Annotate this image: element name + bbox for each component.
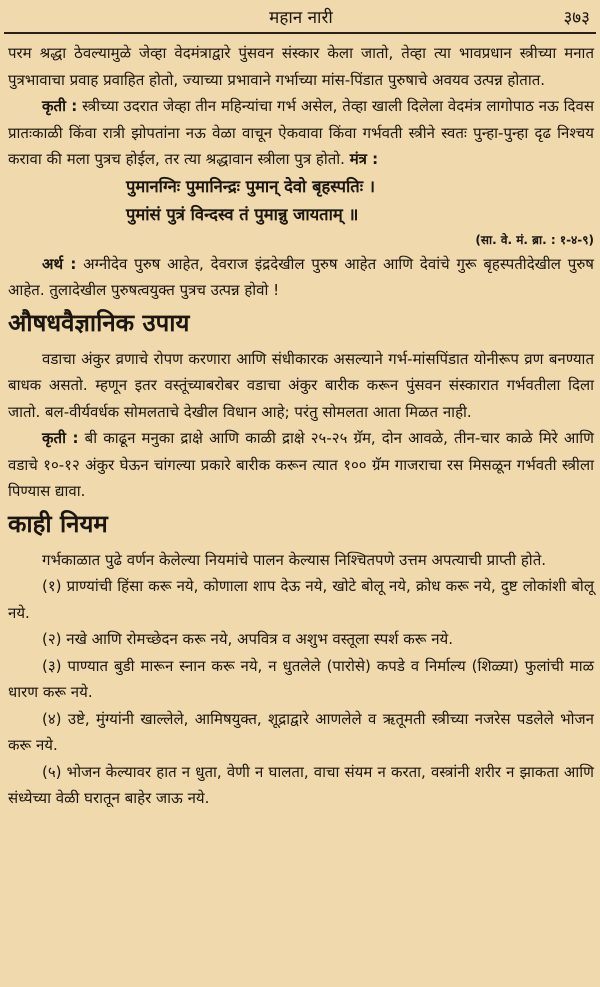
rule-item-3: (३) पाण्यात बुडी मारून स्नान करू नये, न धुतलेले (पारोसे) कपडे व निर्माल्य (शिळ्या) फुलांची माळ धारण करू नये. — [8, 656, 594, 701]
mantra-label: मंत्र : — [349, 150, 379, 168]
rule-item-5: (५) भोजन केल्यावर हात न धुता, वेणी न घालता, वाचा संयम न करता, वस्त्रांनी शरीर न झाकता आणि संध्येच्या वेळी घरातून बाहेर जाऊ नये. — [8, 762, 594, 807]
kriti-text: स्त्रीच्या उदरात जेव्हा तीन महिन्यांचा गर्भ असेल, तेव्हा खाली दिलेला वेदमंत्र लागोपाठ नऊ दिवस प्रातःकाळी किंवा रात्री झोपतांना नऊ वेळा वाचून ऐकवावा किंवा गर्भवती स्त्रीने स्वतः पुन्हा-पुन्हा दृढ निश्चय करावा की मला पुत्रच होईल, तर त्या श्रद्धावान स्त्रीला पुत्र होतो. — [8, 97, 594, 168]
header-rule — [4, 32, 596, 34]
paragraph-intro: परम श्रद्धा ठेवल्यामुळे जेव्हा वेदमंत्राद्वारे पुंसवन संस्कार केला जातो, तेव्हा त्या भावप्रधान स्त्रीच्या मनात पुत्रभावाचा प्रवाह प्रवाहित होतो, ज्याच्या प्रभावाने गर्भाच्या मांस-पिंडात पुरुषाचे अवयव उत्पन्न होतात. — [8, 44, 594, 89]
page-body — [8, 40, 594, 812]
section-heading-remedy: औषधवैज्ञानिक उपाय — [8, 308, 190, 337]
kriti-label: कृती : — [42, 97, 78, 115]
rule-item-4: (४) उष्टे, मुंग्यांनी खाल्लेले, आमिषयुक्त, शूद्राद्वारे आणलेले व ऋतूमती स्त्रीच्या नजरेस पडलेले भोजन करू नये. — [8, 709, 594, 754]
artha-label: अर्थ : — [42, 254, 77, 273]
paragraph-kriti-2 — [8, 425, 594, 505]
section-heading-rules: काही नियम — [8, 509, 108, 538]
artha-text: अग्नीदेव पुरुष आहेत, देवराज इंद्रदेखील पुरुष आहेत आणि देवांचे गुरू बृहस्पतीदेखील पुरुष आहेत. तुलादेखील पुरुषत्वयुक्त पुत्रच उत्पन्न होवो ! — [8, 254, 594, 299]
paragraph-kriti — [8, 93, 594, 173]
paragraph-remedy: वडाचा अंकुर व्रणाचे रोपण करणारा आणि संधीकारक असल्याने गर्भ-मांसपिंडात योनीरूप व्रण बनण्यात बाधक असतो. म्हणून इतर वस्तूंच्याबरोबर वडाचा अंकुर बारीक करून पुंसवन संस्कारात गर्भवतीला दिला जातो. बल-वीर्यवर्धक सोमलताचे देखील विधान आहे; परंतु सोमलता आता मिळत नाही. — [8, 349, 594, 421]
page-number: ३७३ — [563, 8, 590, 28]
paragraph-artha — [8, 251, 594, 304]
rule-item-1: (१) प्राण्यांची हिंसा करू नये, कोणाला शाप देऊ नये, खोटे बोलू नये, क्रोध करू नये, दुष्ट लोकांशी बोलू नये. — [8, 577, 594, 622]
mantra-line-2: पुमांसं पुत्रं विन्दस्व तं पुमान्नु जायताम् ॥ — [126, 204, 359, 224]
kriti-label-2: कृती : — [42, 429, 79, 447]
running-title: महान नारी — [269, 8, 333, 28]
mantra-line-1: पुमानग्निः पुमानिन्द्रः पुमान् देवो बृहस्पतिः । — [126, 176, 376, 196]
rule-item-2: (२) नखे आणि रोमच्छेदन करू नये, अपवित्र व अशुभ वस्तूला स्पर्श करू नये. — [42, 630, 453, 648]
mantra-reference: (सा. वे. मं. ब्रा. : १-४-९) — [475, 232, 594, 247]
paragraph-rules-intro: गर्भकाळात पुढे वर्णन केलेल्या नियमांचे पालन केल्यास निश्चितपणे उत्तम अपत्याची प्राप्ती होते. — [42, 550, 547, 569]
kriti-text-2: बी काढून मनुका द्राक्षे आणि काळी द्राक्षे २५-२५ ग्रॅम, दोन आवळे, तीन-चार काळे मिरे आणि वडाचे १०-१२ अंकुर घेऊन चांगल्या प्रकारे बारीक करून त्यात १०० ग्रॅम गाजराचा रस मिसळून गर्भवती स्त्रीला पिण्यास द्यावा. — [8, 429, 594, 500]
page-header — [8, 0, 594, 30]
